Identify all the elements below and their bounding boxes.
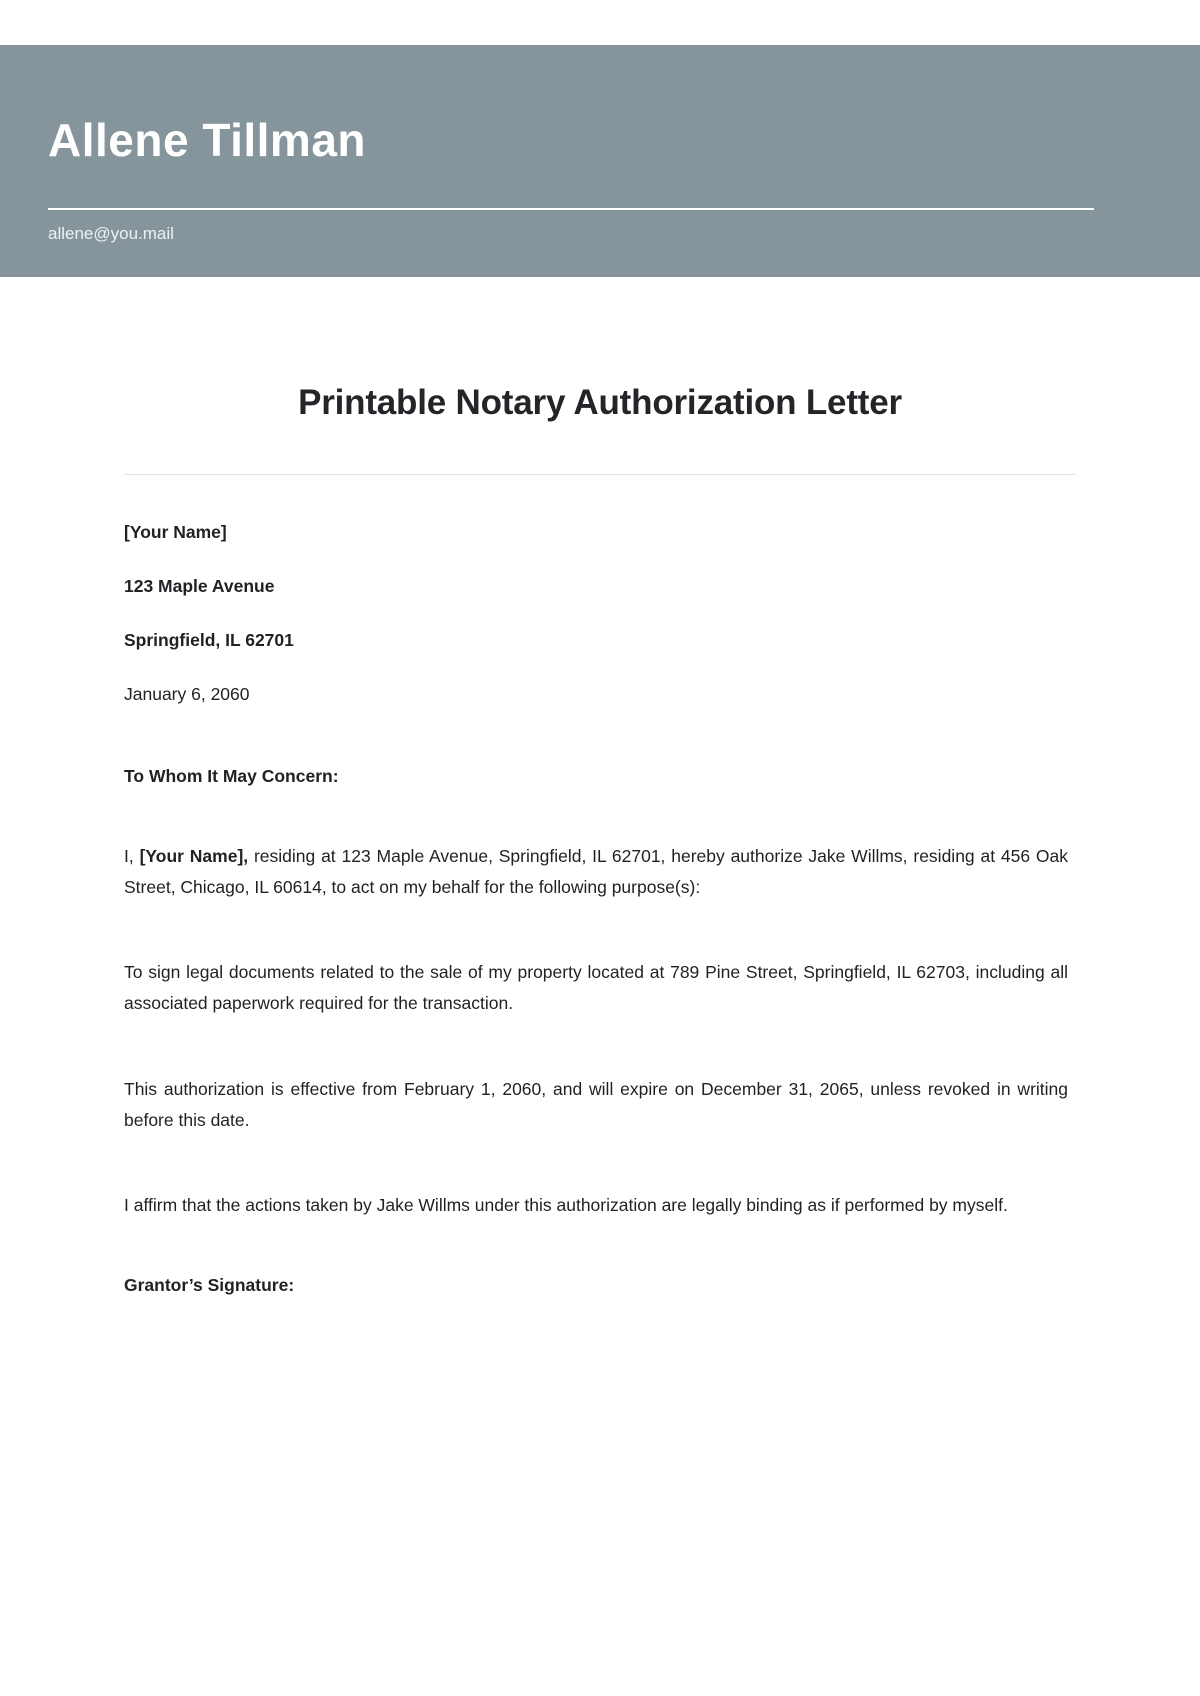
paragraph-1-lead: I, xyxy=(124,846,140,866)
letterhead-content xyxy=(48,45,1152,277)
body-paragraph-2: To sign legal documents related to the sale of my property located at 789 Pine Street, Springfield, IL 62703, including all associated paperwork required for the transaction. xyxy=(124,962,1068,1014)
sender-block-line-street: 123 Maple Avenue xyxy=(124,576,275,596)
page-title: Printable Notary Authorization Letter xyxy=(298,383,902,422)
grantor-signature-label: Grantor’s Signature: xyxy=(124,1274,295,1295)
body-paragraph-1 xyxy=(124,841,1068,903)
sender-name: Allene Tillman xyxy=(48,114,367,166)
body-paragraph-4: I affirm that the actions taken by Jake Willms under this authorization are legally binding as if performed by myself. xyxy=(124,1194,1008,1215)
letter-date: January 6, 2060 xyxy=(124,684,250,704)
letterhead-divider xyxy=(48,208,1094,210)
paragraph-1-rest: residing at 123 Maple Avenue, Springfield, IL 62701, hereby authorize Jake Willms, residing at 456 Oak Street, Chicago, IL 60614, to act on my behalf for the following purpose(s): xyxy=(124,846,1069,898)
sender-block-line-city: Springfield, IL 62701 xyxy=(124,630,294,650)
paragraph-1-emphasis: [Your Name], xyxy=(139,846,249,866)
sender-block-line-name: [Your Name] xyxy=(124,522,227,542)
body-paragraph-3: This authorization is effective from February 1, 2060, and will expire on December 31, 2065, unless revoked in writing before this date. xyxy=(124,1078,1068,1130)
sender-email: allene@you.mail xyxy=(48,224,174,243)
letter-body xyxy=(124,522,1068,1296)
salutation: To Whom It May Concern: xyxy=(124,766,339,786)
letterhead-banner xyxy=(0,45,1200,277)
title-divider xyxy=(124,474,1076,475)
